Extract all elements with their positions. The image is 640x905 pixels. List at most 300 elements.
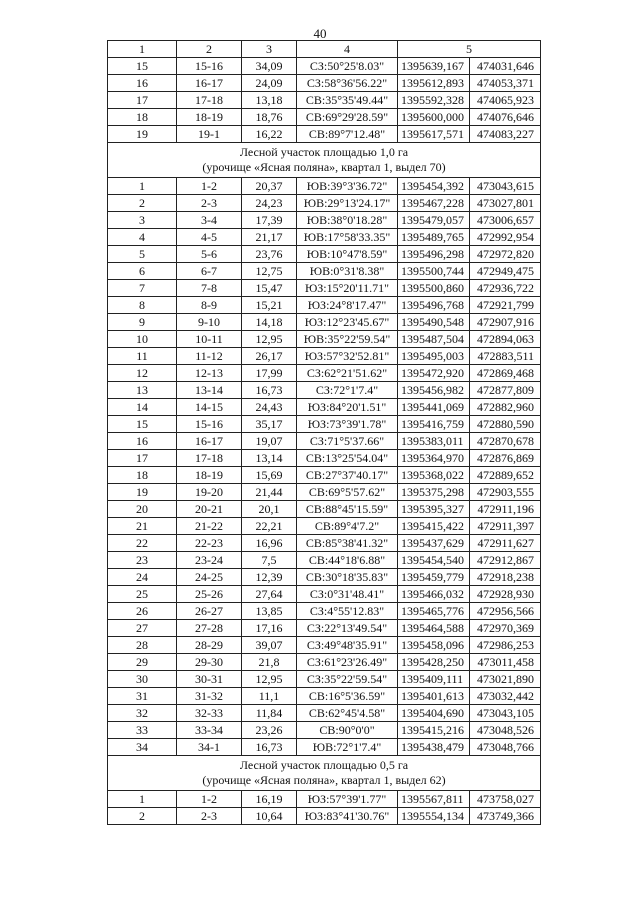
bearing-cell: СВ:35°35'49.44" bbox=[297, 92, 398, 109]
point-number-cell: 5 bbox=[108, 246, 177, 263]
y-coordinate-cell: 472877,809 bbox=[470, 382, 541, 399]
header-cell: 1 bbox=[108, 41, 177, 58]
bearing-cell: СВ:88°45'15.59" bbox=[297, 501, 398, 518]
y-coordinate-cell: 474053,371 bbox=[470, 75, 541, 92]
table-row bbox=[108, 382, 541, 399]
point-number-cell: 19 bbox=[108, 126, 177, 143]
y-coordinate-cell: 472949,475 bbox=[470, 263, 541, 280]
point-number-cell: 1 bbox=[108, 791, 177, 808]
y-coordinate-cell: 472903,555 bbox=[470, 484, 541, 501]
length-cell: 12,75 bbox=[242, 263, 297, 280]
bearing-cell: СЗ:49°48'35.91" bbox=[297, 637, 398, 654]
bearing-cell: ЮЗ:15°20'11.71" bbox=[297, 280, 398, 297]
length-cell: 16,19 bbox=[242, 791, 297, 808]
point-number-cell: 27 bbox=[108, 620, 177, 637]
bearing-cell: СВ:13°25'54.04" bbox=[297, 450, 398, 467]
length-cell: 13,14 bbox=[242, 450, 297, 467]
point-number-cell: 11 bbox=[108, 348, 177, 365]
table-row bbox=[108, 467, 541, 484]
table-row bbox=[108, 552, 541, 569]
table-row bbox=[108, 365, 541, 382]
segment-cell: 20-21 bbox=[177, 501, 242, 518]
segment-cell: 21-22 bbox=[177, 518, 242, 535]
x-coordinate-cell: 1395495,003 bbox=[398, 348, 470, 365]
length-cell: 23,26 bbox=[242, 722, 297, 739]
x-coordinate-cell: 1395500,860 bbox=[398, 280, 470, 297]
segment-cell: 22-23 bbox=[177, 535, 242, 552]
point-number-cell: 31 bbox=[108, 688, 177, 705]
point-number-cell: 1 bbox=[108, 178, 177, 195]
bearing-cell: СЗ:72°1'7.4" bbox=[297, 382, 398, 399]
x-coordinate-cell: 1395490,548 bbox=[398, 314, 470, 331]
point-number-cell: 18 bbox=[108, 467, 177, 484]
y-coordinate-cell: 472918,238 bbox=[470, 569, 541, 586]
segment-cell: 30-31 bbox=[177, 671, 242, 688]
y-coordinate-cell: 472912,867 bbox=[470, 552, 541, 569]
segment-cell: 5-6 bbox=[177, 246, 242, 263]
section-subtitle-line: (урочище «Ясная поляна», квартал 1, выдел 62) bbox=[202, 773, 446, 787]
segment-cell: 1-2 bbox=[177, 178, 242, 195]
table-row bbox=[108, 212, 541, 229]
bearing-cell: ЮВ:10°47'8.59" bbox=[297, 246, 398, 263]
y-coordinate-cell: 473048,526 bbox=[470, 722, 541, 739]
x-coordinate-cell: 1395472,920 bbox=[398, 365, 470, 382]
y-coordinate-cell: 473011,458 bbox=[470, 654, 541, 671]
point-number-cell: 7 bbox=[108, 280, 177, 297]
point-number-cell: 24 bbox=[108, 569, 177, 586]
point-number-cell: 13 bbox=[108, 382, 177, 399]
x-coordinate-cell: 1395600,000 bbox=[398, 109, 470, 126]
y-coordinate-cell: 473032,442 bbox=[470, 688, 541, 705]
length-cell: 24,09 bbox=[242, 75, 297, 92]
y-coordinate-cell: 474076,646 bbox=[470, 109, 541, 126]
length-cell: 12,95 bbox=[242, 671, 297, 688]
point-number-cell: 21 bbox=[108, 518, 177, 535]
x-coordinate-cell: 1395459,779 bbox=[398, 569, 470, 586]
length-cell: 18,76 bbox=[242, 109, 297, 126]
point-number-cell: 18 bbox=[108, 109, 177, 126]
length-cell: 34,09 bbox=[242, 58, 297, 75]
length-cell: 16,22 bbox=[242, 126, 297, 143]
segment-cell: 27-28 bbox=[177, 620, 242, 637]
length-cell: 13,85 bbox=[242, 603, 297, 620]
point-number-cell: 3 bbox=[108, 212, 177, 229]
segment-cell: 11-12 bbox=[177, 348, 242, 365]
segment-cell: 1-2 bbox=[177, 791, 242, 808]
length-cell: 26,17 bbox=[242, 348, 297, 365]
y-coordinate-cell: 472894,063 bbox=[470, 331, 541, 348]
point-number-cell: 17 bbox=[108, 450, 177, 467]
length-cell: 23,76 bbox=[242, 246, 297, 263]
point-number-cell: 30 bbox=[108, 671, 177, 688]
x-coordinate-cell: 1395454,392 bbox=[398, 178, 470, 195]
bearing-cell: СЗ:58°36'56.22" bbox=[297, 75, 398, 92]
segment-cell: 6-7 bbox=[177, 263, 242, 280]
bearing-cell: ЮЗ:57°32'52.81" bbox=[297, 348, 398, 365]
x-coordinate-cell: 1395500,744 bbox=[398, 263, 470, 280]
section-title bbox=[108, 756, 541, 791]
x-coordinate-cell: 1395454,540 bbox=[398, 552, 470, 569]
y-coordinate-cell: 474065,923 bbox=[470, 92, 541, 109]
point-number-cell: 10 bbox=[108, 331, 177, 348]
table-row bbox=[108, 569, 541, 586]
table-row bbox=[108, 92, 541, 109]
segment-cell: 12-13 bbox=[177, 365, 242, 382]
x-coordinate-cell: 1395375,298 bbox=[398, 484, 470, 501]
segment-cell: 17-18 bbox=[177, 450, 242, 467]
table-row bbox=[108, 739, 541, 756]
x-coordinate-cell: 1395466,032 bbox=[398, 586, 470, 603]
segment-cell: 16-17 bbox=[177, 433, 242, 450]
x-coordinate-cell: 1395567,811 bbox=[398, 791, 470, 808]
segment-cell: 26-27 bbox=[177, 603, 242, 620]
table-row bbox=[108, 195, 541, 212]
x-coordinate-cell: 1395383,011 bbox=[398, 433, 470, 450]
y-coordinate-cell: 472986,253 bbox=[470, 637, 541, 654]
point-number-cell: 28 bbox=[108, 637, 177, 654]
bearing-cell: СЗ:50°25'8.03" bbox=[297, 58, 398, 75]
bearing-cell: ЮВ:29°13'24.17" bbox=[297, 195, 398, 212]
segment-cell: 3-4 bbox=[177, 212, 242, 229]
segment-cell: 18-19 bbox=[177, 109, 242, 126]
y-coordinate-cell: 472911,397 bbox=[470, 518, 541, 535]
length-cell: 21,8 bbox=[242, 654, 297, 671]
bearing-cell: СВ:89°4'7.2" bbox=[297, 518, 398, 535]
y-coordinate-cell: 472883,511 bbox=[470, 348, 541, 365]
segment-cell: 24-25 bbox=[177, 569, 242, 586]
table-row bbox=[108, 484, 541, 501]
table-row bbox=[108, 229, 541, 246]
table-row bbox=[108, 126, 541, 143]
bearing-cell: ЮВ:0°31'8.38" bbox=[297, 263, 398, 280]
segment-cell: 29-30 bbox=[177, 654, 242, 671]
bearing-cell: СВ:27°37'40.17" bbox=[297, 467, 398, 484]
point-number-cell: 16 bbox=[108, 75, 177, 92]
section-title-row bbox=[108, 143, 541, 178]
y-coordinate-cell: 472970,369 bbox=[470, 620, 541, 637]
segment-cell: 15-16 bbox=[177, 416, 242, 433]
x-coordinate-cell: 1395404,690 bbox=[398, 705, 470, 722]
segment-cell: 28-29 bbox=[177, 637, 242, 654]
y-coordinate-cell: 474031,646 bbox=[470, 58, 541, 75]
x-coordinate-cell: 1395416,759 bbox=[398, 416, 470, 433]
x-coordinate-cell: 1395496,768 bbox=[398, 297, 470, 314]
bearing-cell: СВ:44°18'6.88" bbox=[297, 552, 398, 569]
y-coordinate-cell: 473043,105 bbox=[470, 705, 541, 722]
x-coordinate-cell: 1395415,422 bbox=[398, 518, 470, 535]
point-number-cell: 33 bbox=[108, 722, 177, 739]
point-number-cell: 17 bbox=[108, 92, 177, 109]
x-coordinate-cell: 1395409,111 bbox=[398, 671, 470, 688]
length-cell: 27,64 bbox=[242, 586, 297, 603]
segment-cell: 19-20 bbox=[177, 484, 242, 501]
length-cell: 15,69 bbox=[242, 467, 297, 484]
segment-cell: 31-32 bbox=[177, 688, 242, 705]
y-coordinate-cell: 474083,227 bbox=[470, 126, 541, 143]
header-cell: 4 bbox=[297, 41, 398, 58]
length-cell: 12,39 bbox=[242, 569, 297, 586]
segment-cell: 18-19 bbox=[177, 467, 242, 484]
bearing-cell: СВ:16°5'36.59" bbox=[297, 688, 398, 705]
x-coordinate-cell: 1395415,216 bbox=[398, 722, 470, 739]
table-row bbox=[108, 501, 541, 518]
y-coordinate-cell: 472972,820 bbox=[470, 246, 541, 263]
bearing-cell: ЮВ:72°1'7.4" bbox=[297, 739, 398, 756]
header-cell: 2 bbox=[177, 41, 242, 58]
point-number-cell: 26 bbox=[108, 603, 177, 620]
y-coordinate-cell: 472870,678 bbox=[470, 433, 541, 450]
segment-cell: 14-15 bbox=[177, 399, 242, 416]
length-cell: 7,5 bbox=[242, 552, 297, 569]
x-coordinate-cell: 1395465,776 bbox=[398, 603, 470, 620]
y-coordinate-cell: 473043,615 bbox=[470, 178, 541, 195]
x-coordinate-cell: 1395467,228 bbox=[398, 195, 470, 212]
segment-cell: 10-11 bbox=[177, 331, 242, 348]
x-coordinate-cell: 1395639,167 bbox=[398, 58, 470, 75]
bearing-cell: СВ:30°18'35.83" bbox=[297, 569, 398, 586]
table-row bbox=[108, 671, 541, 688]
header-cell: 5 bbox=[398, 41, 541, 58]
coordinates-table bbox=[107, 40, 541, 825]
y-coordinate-cell: 473021,890 bbox=[470, 671, 541, 688]
length-cell: 24,23 bbox=[242, 195, 297, 212]
table-row bbox=[108, 654, 541, 671]
point-number-cell: 34 bbox=[108, 739, 177, 756]
y-coordinate-cell: 472956,566 bbox=[470, 603, 541, 620]
length-cell: 16,96 bbox=[242, 535, 297, 552]
table-row bbox=[108, 416, 541, 433]
bearing-cell: ЮВ:38°0'18.28" bbox=[297, 212, 398, 229]
segment-cell: 19-1 bbox=[177, 126, 242, 143]
x-coordinate-cell: 1395612,893 bbox=[398, 75, 470, 92]
table-row bbox=[108, 433, 541, 450]
x-coordinate-cell: 1395364,970 bbox=[398, 450, 470, 467]
y-coordinate-cell: 472876,869 bbox=[470, 450, 541, 467]
table-row bbox=[108, 620, 541, 637]
length-cell: 12,95 bbox=[242, 331, 297, 348]
point-number-cell: 4 bbox=[108, 229, 177, 246]
segment-cell: 8-9 bbox=[177, 297, 242, 314]
bearing-cell: ЮВ:17°58'33.35" bbox=[297, 229, 398, 246]
bearing-cell: ЮЗ:24°8'17.47" bbox=[297, 297, 398, 314]
point-number-cell: 19 bbox=[108, 484, 177, 501]
x-coordinate-cell: 1395554,134 bbox=[398, 808, 470, 825]
table-row bbox=[108, 705, 541, 722]
bearing-cell: СЗ:35°22'59.54" bbox=[297, 671, 398, 688]
length-cell: 17,99 bbox=[242, 365, 297, 382]
y-coordinate-cell: 472869,468 bbox=[470, 365, 541, 382]
section-title-row bbox=[108, 756, 541, 791]
x-coordinate-cell: 1395487,504 bbox=[398, 331, 470, 348]
x-coordinate-cell: 1395368,022 bbox=[398, 467, 470, 484]
length-cell: 15,21 bbox=[242, 297, 297, 314]
point-number-cell: 6 bbox=[108, 263, 177, 280]
section-subtitle-line: (урочище «Ясная поляна», квартал 1, выдел 70) bbox=[202, 160, 446, 174]
y-coordinate-cell: 472936,722 bbox=[470, 280, 541, 297]
length-cell: 11,1 bbox=[242, 688, 297, 705]
point-number-cell: 14 bbox=[108, 399, 177, 416]
y-coordinate-cell: 473749,366 bbox=[470, 808, 541, 825]
length-cell: 15,47 bbox=[242, 280, 297, 297]
table-row bbox=[108, 603, 541, 620]
length-cell: 13,18 bbox=[242, 92, 297, 109]
length-cell: 17,16 bbox=[242, 620, 297, 637]
segment-cell: 2-3 bbox=[177, 195, 242, 212]
segment-cell: 16-17 bbox=[177, 75, 242, 92]
y-coordinate-cell: 472992,954 bbox=[470, 229, 541, 246]
table-row bbox=[108, 637, 541, 654]
x-coordinate-cell: 1395479,057 bbox=[398, 212, 470, 229]
table-row bbox=[108, 688, 541, 705]
table-row bbox=[108, 246, 541, 263]
length-cell: 11,84 bbox=[242, 705, 297, 722]
segment-cell: 13-14 bbox=[177, 382, 242, 399]
section-title-line: Лесной участок площадью 0,5 га bbox=[239, 758, 409, 772]
bearing-cell: СЗ:71°5'37.66" bbox=[297, 433, 398, 450]
y-coordinate-cell: 472880,590 bbox=[470, 416, 541, 433]
bearing-cell: ЮЗ:84°20'1.51" bbox=[297, 399, 398, 416]
table-row bbox=[108, 331, 541, 348]
length-cell: 16,73 bbox=[242, 739, 297, 756]
length-cell: 16,73 bbox=[242, 382, 297, 399]
table-row bbox=[108, 348, 541, 365]
length-cell: 21,44 bbox=[242, 484, 297, 501]
table-row bbox=[108, 791, 541, 808]
header-cell: 3 bbox=[242, 41, 297, 58]
point-number-cell: 29 bbox=[108, 654, 177, 671]
bearing-cell: СВ:89°7'12.48" bbox=[297, 126, 398, 143]
bearing-cell: ЮЗ:12°23'45.67" bbox=[297, 314, 398, 331]
bearing-cell: ЮЗ:57°39'1.77" bbox=[297, 791, 398, 808]
length-cell: 20,1 bbox=[242, 501, 297, 518]
segment-cell: 34-1 bbox=[177, 739, 242, 756]
segment-cell: 33-34 bbox=[177, 722, 242, 739]
table-row bbox=[108, 722, 541, 739]
x-coordinate-cell: 1395496,298 bbox=[398, 246, 470, 263]
length-cell: 22,21 bbox=[242, 518, 297, 535]
bearing-cell: СЗ:61°23'26.49" bbox=[297, 654, 398, 671]
x-coordinate-cell: 1395617,571 bbox=[398, 126, 470, 143]
y-coordinate-cell: 472928,930 bbox=[470, 586, 541, 603]
x-coordinate-cell: 1395464,588 bbox=[398, 620, 470, 637]
section-title bbox=[108, 143, 541, 178]
table-row bbox=[108, 75, 541, 92]
y-coordinate-cell: 473758,027 bbox=[470, 791, 541, 808]
table-row bbox=[108, 109, 541, 126]
point-number-cell: 15 bbox=[108, 58, 177, 75]
point-number-cell: 2 bbox=[108, 808, 177, 825]
length-cell: 14,18 bbox=[242, 314, 297, 331]
segment-cell: 4-5 bbox=[177, 229, 242, 246]
table-row bbox=[108, 178, 541, 195]
length-cell: 39,07 bbox=[242, 637, 297, 654]
y-coordinate-cell: 472889,652 bbox=[470, 467, 541, 484]
x-coordinate-cell: 1395592,328 bbox=[398, 92, 470, 109]
x-coordinate-cell: 1395456,982 bbox=[398, 382, 470, 399]
section-title-line: Лесной участок площадью 1,0 га bbox=[239, 145, 409, 159]
y-coordinate-cell: 472921,799 bbox=[470, 297, 541, 314]
length-cell: 24,43 bbox=[242, 399, 297, 416]
bearing-cell: ЮЗ:83°41'30.76" bbox=[297, 808, 398, 825]
point-number-cell: 15 bbox=[108, 416, 177, 433]
length-cell: 10,64 bbox=[242, 808, 297, 825]
x-coordinate-cell: 1395401,613 bbox=[398, 688, 470, 705]
x-coordinate-cell: 1395428,250 bbox=[398, 654, 470, 671]
point-number-cell: 32 bbox=[108, 705, 177, 722]
segment-cell: 9-10 bbox=[177, 314, 242, 331]
segment-cell: 7-8 bbox=[177, 280, 242, 297]
y-coordinate-cell: 473006,657 bbox=[470, 212, 541, 229]
segment-cell: 25-26 bbox=[177, 586, 242, 603]
segment-cell: 17-18 bbox=[177, 92, 242, 109]
length-cell: 17,39 bbox=[242, 212, 297, 229]
segment-cell: 23-24 bbox=[177, 552, 242, 569]
table-row bbox=[108, 58, 541, 75]
point-number-cell: 9 bbox=[108, 314, 177, 331]
point-number-cell: 20 bbox=[108, 501, 177, 518]
y-coordinate-cell: 472882,960 bbox=[470, 399, 541, 416]
bearing-cell: ЮЗ:73°39'1.78" bbox=[297, 416, 398, 433]
table-row bbox=[108, 263, 541, 280]
point-number-cell: 2 bbox=[108, 195, 177, 212]
x-coordinate-cell: 1395437,629 bbox=[398, 535, 470, 552]
point-number-cell: 22 bbox=[108, 535, 177, 552]
y-coordinate-cell: 473048,766 bbox=[470, 739, 541, 756]
y-coordinate-cell: 473027,801 bbox=[470, 195, 541, 212]
table-row bbox=[108, 450, 541, 467]
bearing-cell: СВ:90°0'0" bbox=[297, 722, 398, 739]
table-row bbox=[108, 586, 541, 603]
x-coordinate-cell: 1395441,069 bbox=[398, 399, 470, 416]
x-coordinate-cell: 1395395,327 bbox=[398, 501, 470, 518]
bearing-cell: СЗ:4°55'12.83" bbox=[297, 603, 398, 620]
point-number-cell: 16 bbox=[108, 433, 177, 450]
bearing-cell: СВ:69°5'57.62" bbox=[297, 484, 398, 501]
x-coordinate-cell: 1395489,765 bbox=[398, 229, 470, 246]
y-coordinate-cell: 472911,196 bbox=[470, 501, 541, 518]
length-cell: 20,37 bbox=[242, 178, 297, 195]
bearing-cell: СЗ:62°21'51.62" bbox=[297, 365, 398, 382]
table-row bbox=[108, 518, 541, 535]
bearing-cell: ЮВ:39°3'36.72" bbox=[297, 178, 398, 195]
bearing-cell: СВ:62°45'4.58" bbox=[297, 705, 398, 722]
page-number: 40 bbox=[313, 26, 327, 41]
table-row bbox=[108, 399, 541, 416]
point-number-cell: 12 bbox=[108, 365, 177, 382]
header-row bbox=[108, 41, 541, 58]
point-number-cell: 25 bbox=[108, 586, 177, 603]
point-number-cell: 23 bbox=[108, 552, 177, 569]
length-cell: 19,07 bbox=[242, 433, 297, 450]
table-row bbox=[108, 297, 541, 314]
segment-cell: 2-3 bbox=[177, 808, 242, 825]
x-coordinate-cell: 1395438,479 bbox=[398, 739, 470, 756]
y-coordinate-cell: 472911,627 bbox=[470, 535, 541, 552]
table-row bbox=[108, 280, 541, 297]
x-coordinate-cell: 1395458,096 bbox=[398, 637, 470, 654]
table-row bbox=[108, 808, 541, 825]
bearing-cell: СЗ:22°13'49.54" bbox=[297, 620, 398, 637]
table-row bbox=[108, 314, 541, 331]
length-cell: 21,17 bbox=[242, 229, 297, 246]
bearing-cell: СВ:69°29'28.59" bbox=[297, 109, 398, 126]
length-cell: 35,17 bbox=[242, 416, 297, 433]
bearing-cell: ЮВ:35°22'59.54" bbox=[297, 331, 398, 348]
table-row bbox=[108, 535, 541, 552]
segment-cell: 32-33 bbox=[177, 705, 242, 722]
bearing-cell: СЗ:0°31'48.41" bbox=[297, 586, 398, 603]
bearing-cell: СВ:85°38'41.32" bbox=[297, 535, 398, 552]
